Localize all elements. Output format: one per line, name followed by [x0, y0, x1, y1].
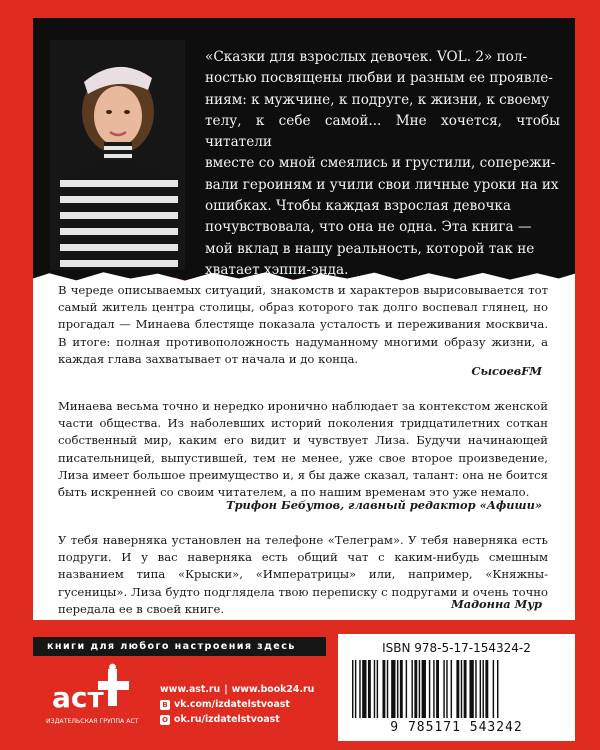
vk-link[interactable]: vk.com/izdatelstvoast: [174, 699, 290, 710]
barcode-bar: [493, 660, 494, 718]
quote-line: почувствовала, что она не одна. Эта книга —: [205, 219, 532, 236]
quote-line: «Сказки для взрослых девочек. VOL. 2» пол-: [205, 49, 528, 65]
barcode-bar: [469, 660, 473, 718]
site-link-ast[interactable]: www.ast.ru: [160, 684, 221, 695]
separator: |: [224, 684, 228, 695]
barcode-bar: [436, 660, 439, 718]
barcode-bar: [411, 660, 412, 718]
isbn-label: ISBN 978-5-17-154324-2: [382, 641, 531, 655]
quote-line: вместе со мной смеялись и грустили, сопережи-: [205, 155, 556, 172]
quote-line: хватает хэппи-энда.: [205, 261, 349, 278]
quote-line: ниям: к мужчине, к подруге, к жизни, к своему: [205, 91, 550, 108]
publisher-links: [160, 682, 314, 727]
barcode-bar: [382, 660, 385, 718]
barcode-bar: [400, 660, 403, 718]
barcode-bar: [374, 660, 375, 718]
barcode-bar: [446, 660, 447, 718]
barcode-bar: [387, 660, 388, 718]
promo-band: [33, 637, 326, 656]
barcode-icon: [352, 660, 561, 720]
barcode-bar: [355, 660, 356, 718]
barcode-number: 9 785171 543242: [390, 720, 523, 735]
barcode-bar: [406, 660, 407, 718]
site-link-book24[interactable]: www.book24.ru: [231, 684, 315, 695]
barcode-bar: [433, 660, 434, 718]
barcode-bar: [480, 660, 481, 718]
quote-line: ностью посвящены любви и разным ее проявле-: [205, 70, 553, 87]
ok-icon: О: [160, 715, 170, 725]
review-text-2: Минаева весьма точно и нередко иронично наблюдает за контекстом женской части общества. Из наболевших историй поколения тридцатилетних соткан собственный мир, каким его видит и чувствует Лиза. Будучи начинающей писательницей, выпустившей, тем не менее, уже свое второе произведение, Лиза имеет большое преимущество и, я бы даже сказал, талант: она не боится быть искренней со своим читателем, а по нашим временам это уже немало.: [58, 399, 548, 500]
barcode-bar: [497, 660, 498, 718]
barcode-bar: [443, 660, 444, 718]
author-quote: [205, 47, 560, 281]
barcode-bar: [422, 660, 426, 718]
barcode-bar: [451, 660, 452, 718]
barcode-bar: [456, 660, 459, 718]
review-text-1: В череде описываемых ситуаций, знакомств и характеров вырисовывается тот самый житель центра столицы, образ которого так долго воспевал глянец, но прогадал — Минаева блестяще показала усталость и переживания москвича. В итоге: полная противоположность надуманному многими образу жизни, а каждая глава захватывает от начала и до конца.: [58, 283, 548, 366]
barcode-bar: [483, 660, 484, 718]
barcode-bar: [429, 660, 430, 718]
ok-row: [160, 712, 314, 727]
ast-logo-icon: [46, 663, 146, 727]
isbn-block: [338, 634, 575, 741]
barcode-bar: [464, 660, 467, 718]
review-author-2: Трифон Бебутов, главный редактор «Афиши»: [226, 498, 542, 512]
barcode-bar: [377, 660, 378, 718]
author-portrait-image: [50, 40, 185, 270]
barcode-bar: [414, 660, 417, 718]
review-author-3: Мадонна Мур: [451, 597, 542, 611]
vk-row: [160, 697, 314, 712]
logo-caption: ИЗДАТЕЛЬСКАЯ ГРУППА АСТ: [46, 718, 139, 725]
logo-wordmark: аст: [52, 681, 104, 714]
quote-line: мой вклад в нашу реальность, которой так не: [205, 240, 535, 257]
barcode-bar: [391, 660, 395, 718]
review-author-1: СысоевFM: [471, 364, 542, 378]
barcode-bar: [359, 660, 360, 718]
promo-band-label: книги для любого настроения здесь: [47, 641, 296, 652]
barcode-bar: [352, 660, 353, 718]
quote-line: вали героиням и учили свои личные уроки на их: [205, 176, 559, 193]
quote-line: ошибках. Чтобы каждая взрослая девочка: [205, 198, 512, 215]
review-text-3: У тебя наверняка установлен на телефоне «Телеграм». У тебя наверняка есть подруги. И у вас наверняка есть общий чат с каким-нибудь смешным названием типа «Крыски», «Императрицы» или, например, «Княжны-гусеницы». Лиза будто подглядела твою переписку с подругами и очень точно передала ее в своей книге.: [58, 533, 548, 616]
barcode-bar: [419, 660, 420, 718]
vk-icon: В: [160, 700, 170, 710]
barcode-bar: [397, 660, 398, 718]
publisher-logo: [46, 663, 146, 727]
barcode-bar: [461, 660, 462, 718]
ok-link[interactable]: ok.ru/izdatelstvoast: [174, 714, 280, 725]
barcode-bar: [362, 660, 366, 718]
barcode-bar: [475, 660, 476, 718]
barcode-bar: [368, 660, 371, 718]
author-photo: [50, 40, 185, 270]
quote-line: телу, к себе самой... Мне хочется, чтобы читатели: [205, 112, 560, 151]
barcode-bar: [485, 660, 488, 718]
websites-row: [160, 682, 314, 697]
